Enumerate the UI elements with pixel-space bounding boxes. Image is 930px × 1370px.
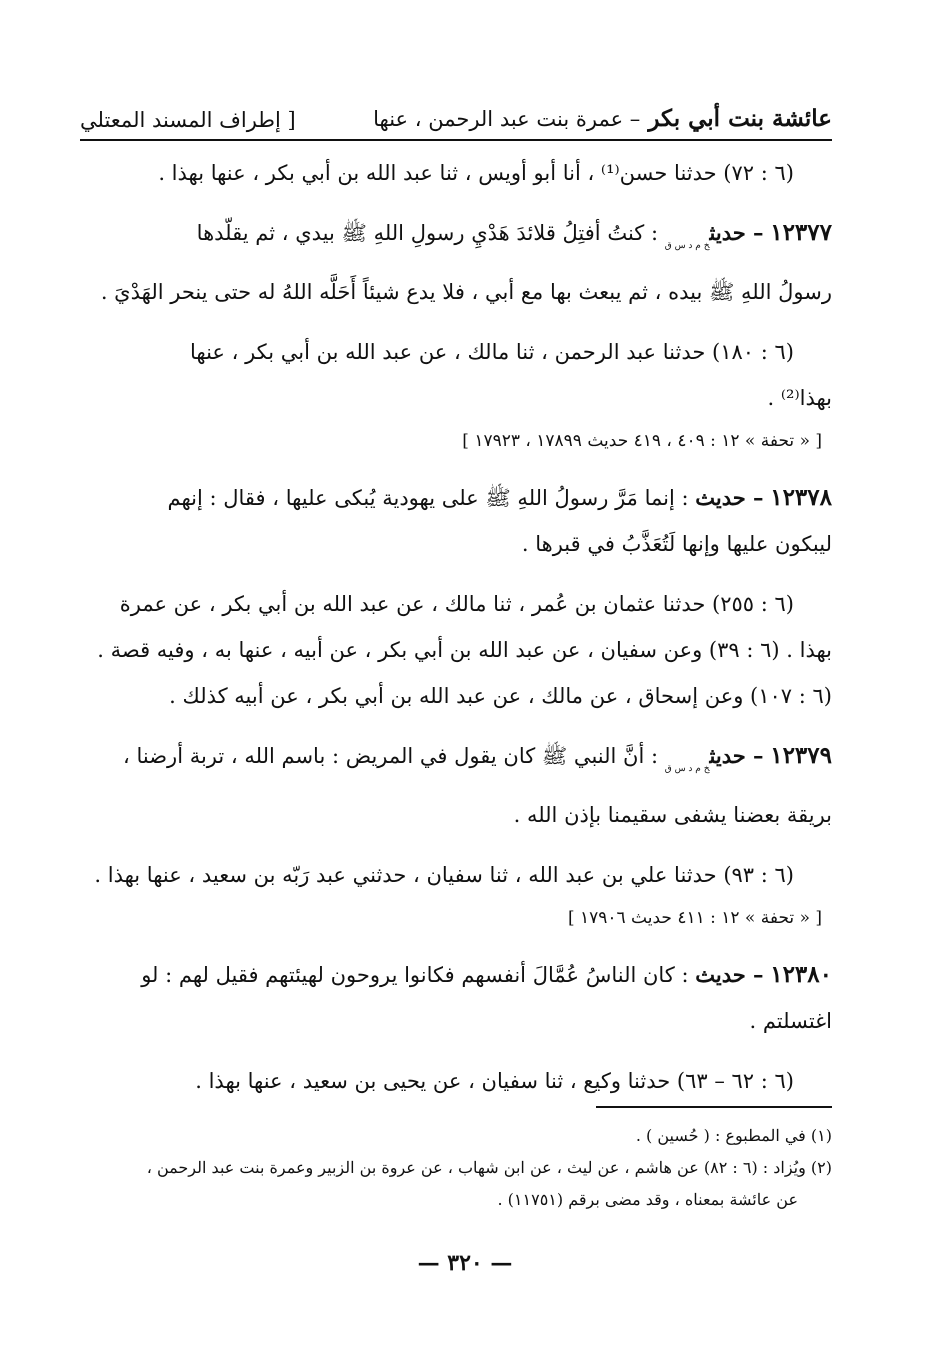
source-line: (٦ : ٦٢ – ٦٣) حدثنا وكيع ، ثنا سفيان ، عن يحيى بن سعيد ، عنها بهذا .: [195, 1069, 794, 1093]
tuhfa-reference: [ « تحفة » ١٢ : ٤٠٩ ، ٤١٩ حديث ١٧٨٩٩ ، ١٧٩٢٣ ]: [462, 431, 822, 451]
hadith-12380-line1: [88, 952, 832, 998]
footnote-1: (١) في المطبوع : ( حُسين ) .: [635, 1126, 832, 1145]
hadith-12377-line2: رسولُ اللهِ ﷺ بيده ، ثم يبعث بها مع أبي ، فلا يدع شيئاً أَحَلَّه اللهُ له حتى ينحر الهَدْيَ .: [100, 280, 832, 304]
source-line: (٦ : ١٨٠) حدثنا عبد الرحمن ، ثنا مالك ، عن عبد الله بن أبي بكر ، عنها: [190, 340, 794, 364]
header-rule: [80, 139, 832, 141]
footnote-rule: [596, 1106, 832, 1108]
tuhfa-reference: [ « تحفة » ١٢ : ٤١١ حديث ١٧٩٠٦ ]: [567, 908, 822, 928]
header-title: [373, 105, 832, 132]
hadith-12379-line1: [88, 733, 832, 792]
hadith-number: ١٢٣٧٨: [770, 484, 832, 511]
footnote-2-cont: عن عائشة بمعناه ، وقد مضى برقم (١١٧٥١) .: [497, 1190, 798, 1209]
hadith-12377-line1: [88, 210, 832, 269]
header-title-sub: – عمرة بنت عبد الرحمن ، عنها: [373, 107, 641, 131]
hadith-label: – حديث: [709, 220, 764, 245]
header-title-main: عائشة بنت أبي بكر: [648, 105, 832, 132]
collections-symbols: خ م د س ق: [664, 241, 710, 251]
source-line-cont: بهذا . (٦ : ٣٩) وعن سفيان ، عن عبد الله بن أبي بكر ، عن أبيه ، عنها به ، وفيه قصة .: [97, 638, 832, 662]
hadith-label: – حديث: [709, 743, 764, 768]
hadith-text: : إنما مَرَّ رسولُ اللهِ ﷺ على يهودية يُبكى عليها ، فقال : إنهم: [167, 486, 689, 510]
hadith-label: – حديث: [695, 485, 764, 510]
hadith-number: ١٢٣٧٩: [770, 742, 832, 769]
footnote-2: (٢) ويُزاد : (٦ : ٨٢) عن هاشم ، عن ليث ، عن ابن شهاب ، عن عروة بن الزبير وعمرة بنت عبد الرحمن ،: [146, 1158, 832, 1177]
header-book-title: [ إطراف المسند المعتلي: [80, 108, 296, 132]
hadith-12378-line1: [88, 475, 832, 521]
hadith-12379-line2: بريقة بعضنا يشفى سقيمنا بإذن الله .: [513, 803, 832, 827]
running-header: [80, 92, 832, 132]
collections-symbols: خ م د س ق: [664, 764, 710, 774]
footnotes: [88, 1120, 832, 1216]
hadith-label: – حديث: [695, 962, 764, 987]
hadith-number: ١٢٣٨٠: [770, 961, 832, 988]
source-line-cont: بهذا⁽²⁾ .: [767, 386, 832, 410]
page-number: — ٣٢٠ —: [417, 1250, 513, 1276]
source-line-cont: (٦ : ١٠٧) وعن إسحاق ، عن مالك ، عن عبد الله بن أبي بكر ، عن أبيه كذلك .: [169, 684, 832, 708]
source-line: (٦ : ٧٢) حدثنا حسن⁽¹⁾ ، أنا أبو أويس ، ثنا عبد الله بن أبي بكر ، عنها بهذا .: [158, 161, 794, 185]
hadith-text: : كنتُ أفتِلُ قلائدَ هَدْيِ رسولِ اللهِ ﷺ بيدي ، ثم يقلّدها: [196, 221, 659, 245]
hadith-number: ١٢٣٧٧: [770, 219, 832, 246]
source-line: (٦ : ٢٥٥) حدثنا عثمان بن عُمر ، ثنا مالك ، عن عبد الله بن أبي بكر ، عن عمرة: [119, 592, 794, 616]
hadith-text: : أنَّ النبي ﷺ كان يقول في المريض : باسم الله ، تربة أرضنا ،: [123, 744, 659, 768]
main-text: [88, 150, 832, 1104]
source-line: (٦ : ٩٣) حدثنا علي بن عبد الله ، ثنا سفيان ، حدثني عبد رَبّه بن سعيد ، عنها بهذا .: [94, 863, 794, 887]
hadith-text: : كان الناسُ عُمَّالَ أنفسهم فكانوا يروحون لهيئتهم فقيل لهم : لو: [141, 963, 689, 987]
hadith-12380-line2: اغتسلتم .: [749, 1009, 832, 1033]
hadith-12378-line2: ليبكون عليها وإنها لَتُعَذَّبُ في قبرها .: [521, 532, 832, 556]
